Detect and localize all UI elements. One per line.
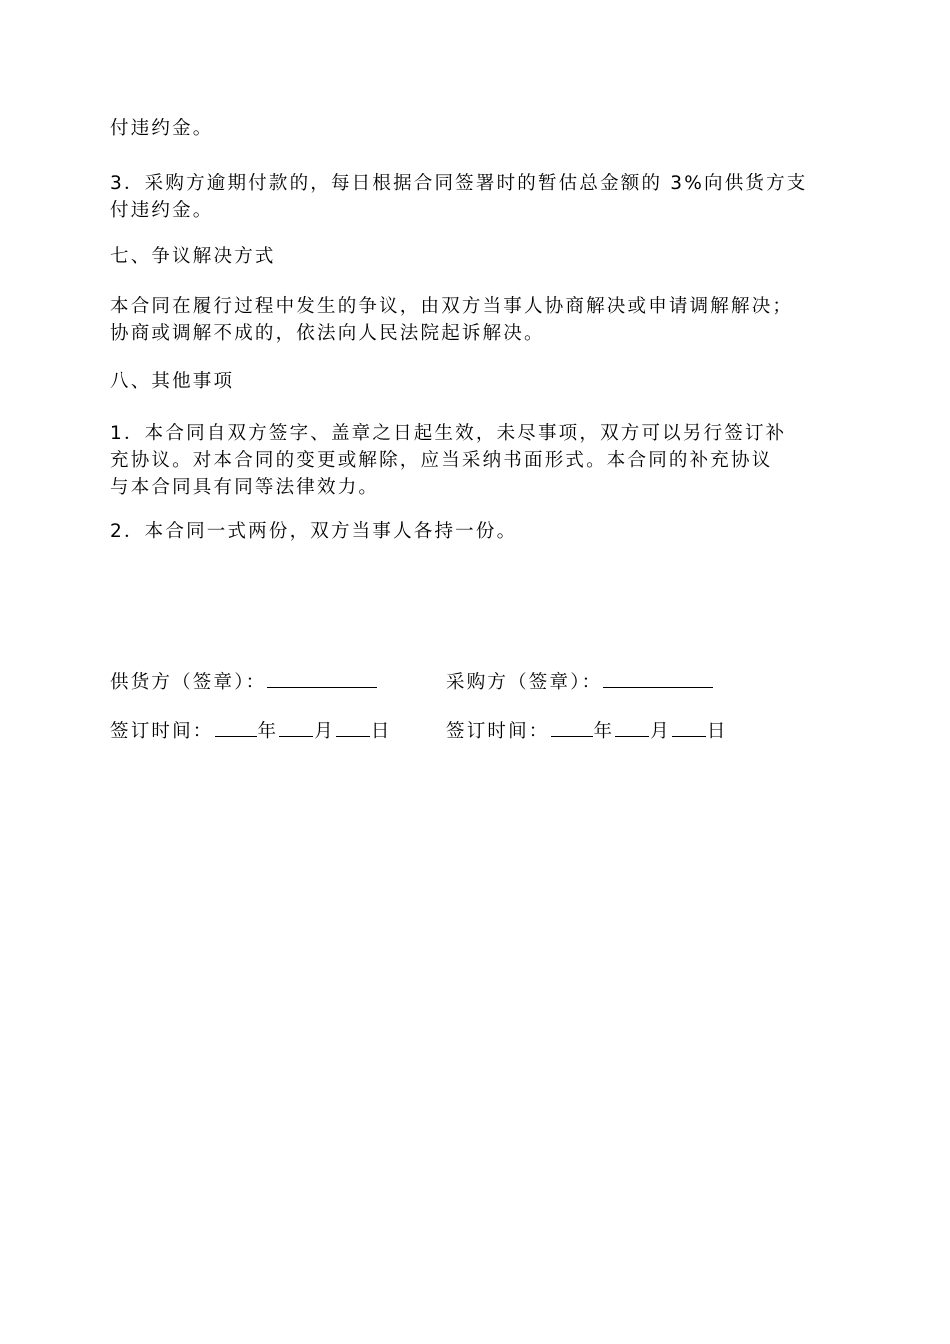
purchaser-signature-label: 采购方（签章）： [446,672,603,693]
purchaser-date [446,716,728,745]
paragraph-late-payment [110,170,842,224]
year-blank-line [215,716,257,737]
section-heading-other [110,368,842,395]
paragraph-penalty-continued [110,115,842,142]
text-line: 本合同在履行过程中发生的争议，由双方当事人协商解决或申请调解解决； [110,296,794,317]
text-line: 1．本合同自双方签字、盖章之日起生效，未尽事项，双方可以另行签订补 [110,423,787,444]
supplier-date [110,716,392,745]
day-blank-line [672,716,706,737]
month-blank-line [279,716,313,737]
signature-row [110,667,842,694]
section-heading-dispute [110,243,842,270]
section-heading: 八、其他事项 [110,371,235,392]
month-blank-line [615,716,649,737]
signature-blank-line [603,667,713,688]
date-label: 签订时间： [110,721,214,742]
text-line: 充协议。对本合同的变更或解除，应当采纳书面形式。本合同的补充协议 [110,450,773,471]
section-heading: 七、争议解决方式 [110,246,276,267]
year-label: 年 [593,721,615,742]
supplier-signature-label: 供货方（签章）： [110,672,267,693]
day-label: 日 [706,721,728,742]
month-label: 月 [650,721,671,742]
paragraph-dispute-resolution [110,293,842,347]
date-row [110,716,842,743]
text-line: 付违约金。 [110,118,214,139]
paragraph-effectiveness [110,420,842,501]
date-label: 签订时间： [446,721,550,742]
month-label: 月 [314,721,335,742]
signature-blank-line [267,667,377,688]
day-label: 日 [370,721,392,742]
day-blank-line [336,716,370,737]
text-line: 付违约金。 [110,200,214,221]
year-blank-line [551,716,593,737]
paragraph-copies [110,518,842,545]
text-line: 协商或调解不成的，依法向人民法院起诉解决。 [110,323,545,344]
text-line: 3．采购方逾期付款的，每日根据合同签署时的暂估总金额的 3%向供货方支 [110,173,808,194]
year-label: 年 [257,721,279,742]
text-line: 2．本合同一式两份，双方当事人各持一份。 [110,521,518,542]
text-line: 与本合同具有同等法律效力。 [110,477,380,498]
purchaser-signature [446,667,714,696]
supplier-signature [110,667,378,696]
